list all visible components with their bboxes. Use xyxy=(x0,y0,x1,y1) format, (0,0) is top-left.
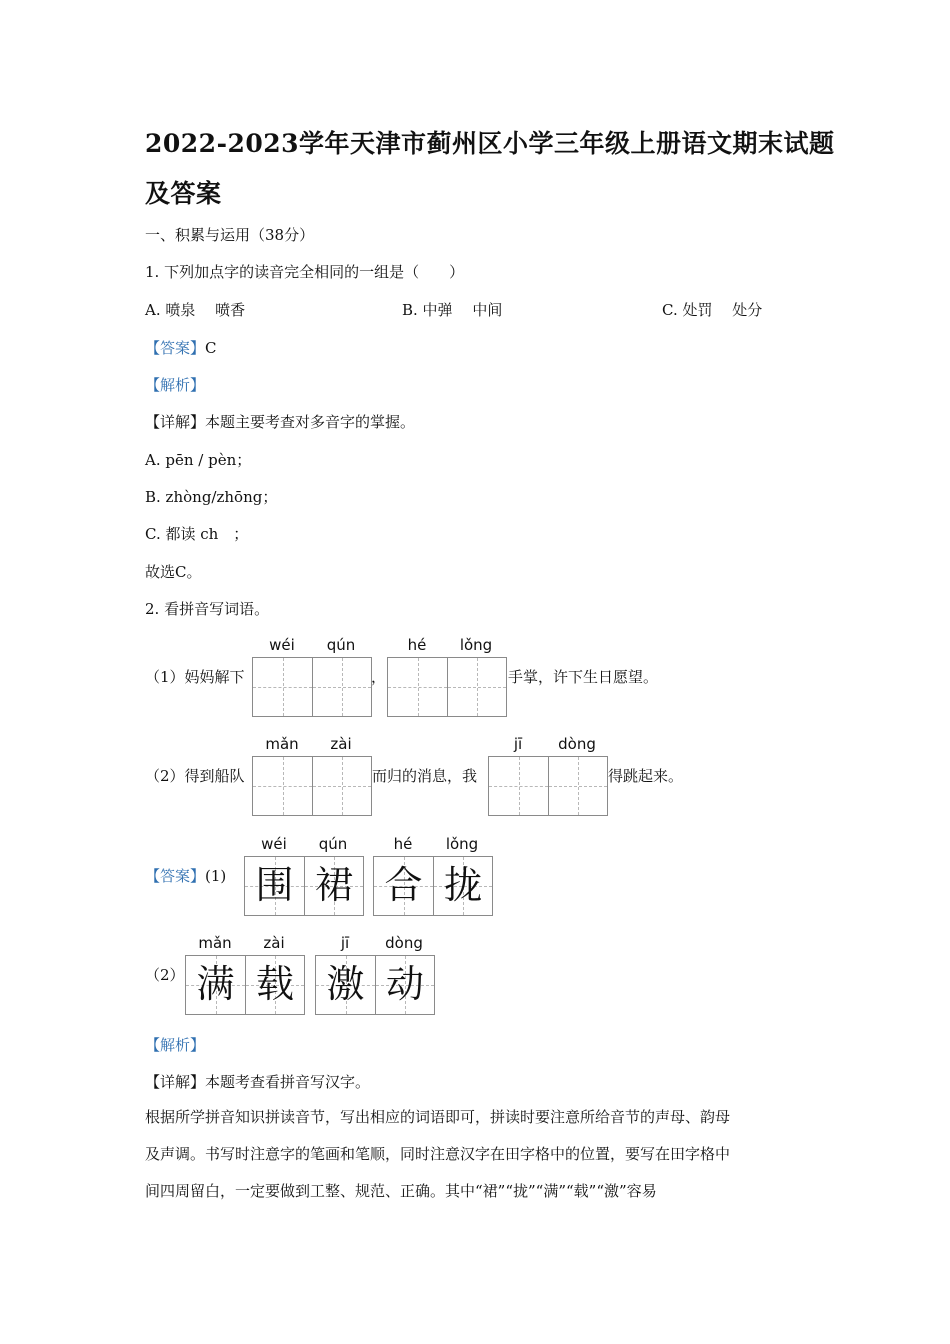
q2-s1-pre: （1）妈妈解下 xyxy=(145,668,245,686)
q1-stem: 1. 下列加点字的读音完全相同的一组是（ ） xyxy=(145,263,465,281)
answer-grid-2 xyxy=(373,856,493,916)
detail-text: 本题考查看拼音写汉字。 xyxy=(205,1073,371,1091)
answer-pinyin-wei: wéi xyxy=(261,835,287,853)
answer-value: C xyxy=(205,339,217,357)
q1-line-a: A. pēn / pèn； xyxy=(145,451,252,469)
answer-pinyin-qun: qún xyxy=(318,835,348,853)
q2-s1-post: 手掌，许下生日愿望。 xyxy=(508,668,659,686)
answer-grid-1 xyxy=(244,856,364,916)
tianzige-blank-1[interactable] xyxy=(252,657,372,717)
answer-char-wei: 围 xyxy=(255,863,294,907)
q1-analysis-tag: 【解析】 xyxy=(145,376,206,394)
tianzige-blank-2[interactable] xyxy=(387,657,507,717)
pinyin-man: mǎn xyxy=(265,735,299,753)
answer-char-man: 满 xyxy=(196,962,235,1006)
q2-stem: 2. 看拼音写词语。 xyxy=(145,600,270,618)
answer-char-qun: 裙 xyxy=(314,863,353,907)
q2-para-line-1: 根据所学拼音知识拼读音节，写出相应的词语即可，拼读时要注意所给音节的声母、韵母 xyxy=(145,1108,731,1126)
tianzige-blank-4[interactable] xyxy=(488,756,608,816)
q2-s2-mid: 而归的消息，我 xyxy=(372,767,478,785)
pinyin-he: hé xyxy=(407,636,427,654)
answer-char-dong: 动 xyxy=(385,962,424,1006)
q1-answer xyxy=(145,337,217,358)
q1-line-b: B. zhòng/zhōng； xyxy=(145,488,278,506)
page-title-cont: 及答案 xyxy=(145,179,222,208)
detail-text: 本题主要考查对多音字的掌握。 xyxy=(205,413,416,431)
q2-detail xyxy=(145,1071,370,1092)
pinyin-dong: dòng xyxy=(558,735,596,753)
answer-pinyin-zai: zài xyxy=(263,934,285,952)
q2-answer-1-label xyxy=(145,865,226,886)
q2-s2-pre: （2）得到船队 xyxy=(145,767,245,785)
detail-tag: 【详解】 xyxy=(145,413,206,431)
answer-pinyin-long: lǒng xyxy=(445,835,479,853)
answer-tag: 【答案】 xyxy=(145,867,206,885)
q2-answer-2-label: （2） xyxy=(145,966,185,984)
answer-pinyin-dong: dòng xyxy=(385,934,423,952)
answer-char-ji: 激 xyxy=(326,962,365,1006)
q1-line-c: C. 都读 ch ； xyxy=(145,525,249,543)
answer-tag: 【答案】 xyxy=(145,339,206,357)
pinyin-ji: jī xyxy=(513,735,523,753)
answer-pinyin-ji: jī xyxy=(340,934,350,952)
pinyin-qun: qún xyxy=(326,636,356,654)
answer-grid-4 xyxy=(315,955,435,1015)
answer-char-zai: 载 xyxy=(255,962,294,1006)
answer-pinyin-man: mǎn xyxy=(198,934,232,952)
tianzige-blank-3[interactable] xyxy=(252,756,372,816)
q2-s1-comma: ， xyxy=(371,668,387,686)
answer-grid-3 xyxy=(185,955,305,1015)
q1-detail xyxy=(145,411,415,432)
q2-analysis-tag: 【解析】 xyxy=(145,1036,206,1054)
answer-char-long: 拢 xyxy=(443,863,482,907)
pinyin-wei: wéi xyxy=(269,636,295,654)
q1-conclusion: 故选C。 xyxy=(145,563,202,581)
answer-1-number: (1) xyxy=(205,867,227,885)
pinyin-zai: zài xyxy=(330,735,352,753)
detail-tag: 【详解】 xyxy=(145,1073,206,1091)
q2-s2-post: 得跳起来。 xyxy=(608,767,684,785)
q1-option-b: B. 中弹 中间 xyxy=(402,301,503,319)
section-heading: 一、积累与运用（38分） xyxy=(145,226,315,244)
pinyin-long: lǒng xyxy=(459,636,493,654)
answer-char-he: 合 xyxy=(384,863,423,907)
q1-option-a: A. 喷泉 喷香 xyxy=(145,301,246,319)
q2-para-line-3: 间四周留白，一定要做到工整、规范、正确。其中“裙”“拢”“满”“载”“激”容易 xyxy=(145,1182,657,1200)
page-title: 2022-2023学年天津市蓟州区小学三年级上册语文期末试题 xyxy=(145,129,835,158)
q1-option-c: C. 处罚 处分 xyxy=(662,301,763,319)
q2-para-line-2: 及声调。书写时注意字的笔画和笔顺，同时注意汉字在田字格中的位置，要写在田字格中 xyxy=(145,1145,731,1163)
answer-pinyin-he: hé xyxy=(393,835,413,853)
